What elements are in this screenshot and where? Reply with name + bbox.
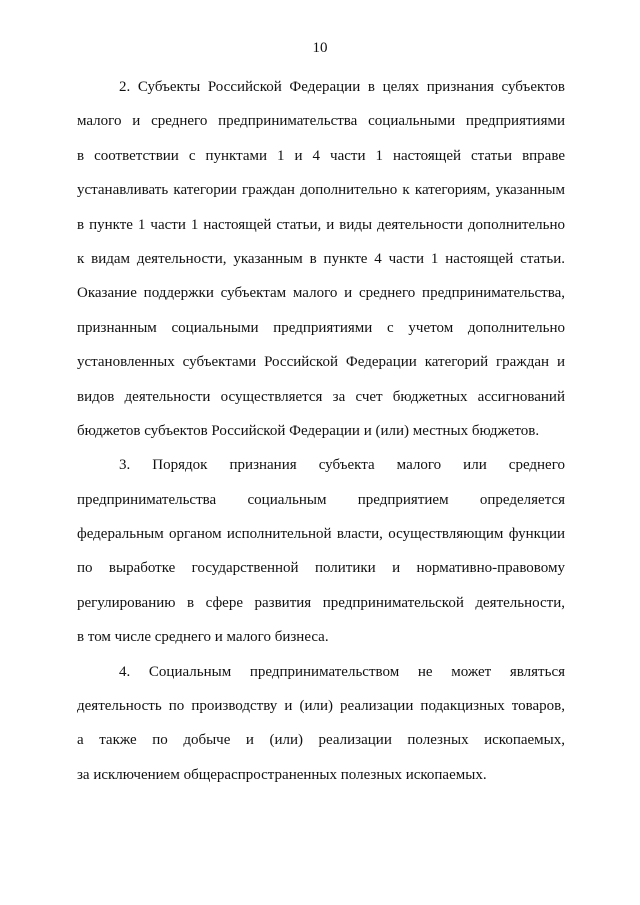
text-line: устанавливать категории граждан дополнительно к категориям, указанным <box>77 182 565 199</box>
text-line: видов деятельности осуществляется за счет бюджетных ассигнований <box>77 388 565 405</box>
paragraph-3 <box>77 448 565 654</box>
document-body <box>77 70 565 792</box>
text-line: федеральным органом исполнительной власти, осуществляющим функции <box>77 526 565 543</box>
text-line: признанным социальными предприятиями с учетом дополнительно <box>77 319 565 336</box>
text-line: к видам деятельности, указанным в пункте 4 части 1 настоящей статьи. <box>77 250 565 267</box>
text-line: а также по добыче и (или) реализации полезных ископаемых, <box>77 732 565 749</box>
text-line: бюджетов субъектов Российской Федерации и (или) местных бюджетов. <box>77 422 540 439</box>
text-line: предпринимательства социальным предприятием определяется <box>77 491 565 508</box>
text-line: Оказание поддержки субъектам малого и среднего предпринимательства, <box>77 285 565 302</box>
text-line: установленных субъектами Российской Федерации категорий граждан и <box>77 354 565 371</box>
paragraph-2 <box>77 70 565 448</box>
text-line: по выработке государственной политики и нормативно-правовому <box>77 560 565 577</box>
text-line: деятельность по производству и (или) реализации подакцизных товаров, <box>77 698 565 715</box>
page-number: 10 <box>312 40 328 56</box>
text-line: в пункте 1 части 1 настоящей статьи, и виды деятельности дополнительно <box>77 216 565 233</box>
text-line: малого и среднего предпринимательства социальными предприятиями <box>77 113 565 130</box>
text-line: регулированию в сфере развития предпринимательской деятельности, <box>77 594 565 611</box>
paragraph-4 <box>77 655 565 793</box>
text-line: 4. Социальным предпринимательством не может являться <box>119 663 565 680</box>
text-line: 2. Субъекты Российской Федерации в целях признания субъектов <box>119 79 565 95</box>
text-line: в соответствии с пунктами 1 и 4 части 1 настоящей статьи вправе <box>77 147 565 164</box>
text-line: 3. Порядок признания субъекта малого или среднего <box>119 457 565 474</box>
text-line: за исключением общераспространенных полезных ископаемых. <box>77 766 487 783</box>
text-line: в том числе среднего и малого бизнеса. <box>77 629 329 646</box>
